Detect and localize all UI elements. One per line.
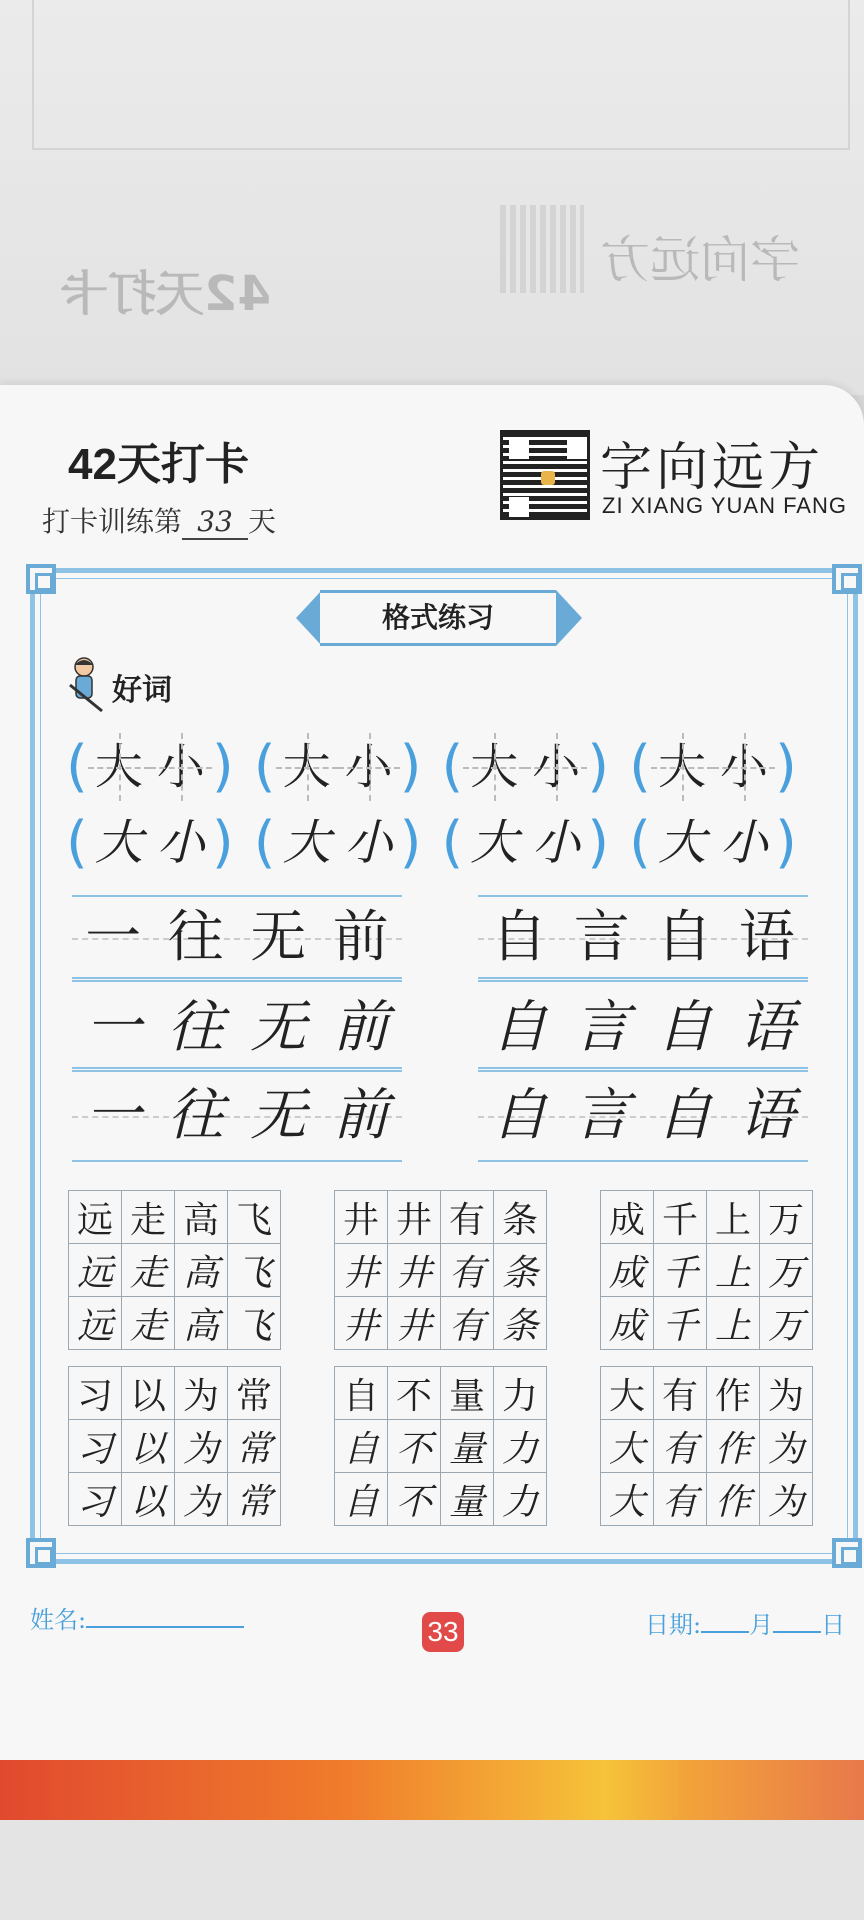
grid-cell: 上	[707, 1191, 760, 1244]
grid-cell: 力	[494, 1367, 547, 1420]
handwritten-cell: 小	[156, 815, 205, 871]
day-label: 日	[821, 1611, 846, 1639]
practice-cell: 大	[276, 733, 338, 801]
grid-cell: 远	[69, 1244, 122, 1297]
word-grid	[600, 1190, 813, 1350]
idiom-row	[478, 903, 808, 973]
idiom-char: 自	[491, 1083, 548, 1148]
frame-corner-icon	[26, 564, 56, 594]
section-banner: 格式练习	[320, 590, 556, 646]
subtitle-prefix: 打卡训练第	[42, 505, 183, 538]
paren-group	[629, 728, 797, 806]
qr-logo	[541, 471, 555, 485]
rule-line	[72, 977, 402, 982]
practice-cell: 大	[651, 733, 713, 801]
idiom-char: 前	[332, 905, 389, 970]
brand-name: 字向远方	[600, 438, 825, 498]
grid-cell: 为	[760, 1473, 813, 1526]
day-blank	[773, 1611, 821, 1633]
grid-cell: 不	[388, 1473, 441, 1526]
grid-cell: 不	[388, 1420, 441, 1473]
grid-cell: 有	[441, 1191, 494, 1244]
ghost-box	[32, 0, 850, 150]
grid-cell: 万	[760, 1297, 813, 1350]
paren-row	[66, 804, 797, 882]
page-title: 42天打卡	[68, 440, 249, 489]
grid-cell: 高	[175, 1191, 228, 1244]
idiom-row	[478, 993, 808, 1063]
handwritten-cell: 大	[658, 815, 707, 871]
grid-cell: 走	[122, 1191, 175, 1244]
ghost-qr-icon	[500, 205, 584, 293]
idiom-char: 自	[491, 995, 548, 1060]
grid-cell: 大	[601, 1420, 654, 1473]
paren-group	[254, 728, 422, 806]
idiom-char: 一	[85, 905, 142, 970]
name-blank	[86, 1606, 244, 1628]
close-paren-icon: )	[775, 734, 797, 799]
idiom-char: 前	[332, 1083, 389, 1148]
ghost-title: 42天打卡	[60, 266, 271, 322]
grid-cell: 井	[388, 1191, 441, 1244]
grid-cell: 高	[175, 1244, 228, 1297]
paren-group	[254, 804, 422, 882]
grid-cell: 上	[707, 1244, 760, 1297]
idiom-char: 一	[85, 995, 142, 1060]
close-paren-icon: )	[399, 734, 422, 799]
close-paren-icon: )	[211, 810, 234, 875]
grid-cell: 为	[760, 1367, 813, 1420]
idiom-char: 往	[167, 995, 224, 1060]
paren-group	[66, 728, 234, 806]
month-label: 月	[749, 1611, 774, 1639]
grid-cell: 量	[441, 1473, 494, 1526]
idiom-row	[72, 993, 402, 1063]
grid-cell: 为	[175, 1473, 228, 1526]
name-label: 姓名:	[30, 1606, 87, 1634]
brand-pinyin: ZI XIANG YUAN FANG	[602, 493, 847, 518]
book-edge	[0, 1760, 864, 1820]
grid-cell: 量	[441, 1420, 494, 1473]
grid-cell: 自	[335, 1420, 388, 1473]
date-label: 日期:	[645, 1611, 702, 1639]
grid-cell: 井	[335, 1244, 388, 1297]
idiom-row	[72, 1081, 402, 1151]
grid-cell: 远	[69, 1191, 122, 1244]
grid-cell: 井	[335, 1191, 388, 1244]
idiom-row	[478, 1081, 808, 1151]
grid-cell: 力	[494, 1473, 547, 1526]
idiom-char: 往	[167, 905, 224, 970]
close-paren-icon: )	[587, 810, 610, 875]
idiom-char: 言	[573, 905, 630, 970]
previous-page-ghost	[0, 0, 864, 395]
handwritten-cell: 大	[94, 815, 143, 871]
word-grid	[68, 1366, 281, 1526]
grid-cell: 力	[494, 1420, 547, 1473]
open-paren-icon: (	[441, 810, 464, 875]
subtitle	[42, 500, 276, 540]
grid-cell: 条	[494, 1191, 547, 1244]
practice-cell: 小	[525, 733, 587, 801]
grid-cell: 量	[441, 1367, 494, 1420]
banner-tail-right	[556, 590, 582, 646]
idiom-char: 无	[250, 905, 307, 970]
banner-tail-left	[296, 590, 322, 646]
grid-cell: 为	[760, 1420, 813, 1473]
grid-cell: 常	[228, 1420, 281, 1473]
grid-cell: 以	[122, 1473, 175, 1526]
grid-cell: 条	[494, 1244, 547, 1297]
grid-cell: 条	[494, 1297, 547, 1350]
open-paren-icon: (	[441, 734, 464, 799]
grid-cell: 习	[69, 1367, 122, 1420]
grid-cell: 成	[601, 1244, 654, 1297]
practice-cell: 小	[713, 733, 775, 801]
frame-corner-icon	[26, 1538, 56, 1568]
idiom-char: 自	[656, 995, 713, 1060]
grid-cell: 万	[760, 1191, 813, 1244]
grid-cell: 有	[654, 1473, 707, 1526]
grid-cell: 远	[69, 1297, 122, 1350]
rule-line	[478, 1160, 808, 1162]
grid-cell: 万	[760, 1244, 813, 1297]
rule-line	[478, 977, 808, 982]
month-blank	[701, 1611, 749, 1633]
qr-code-icon	[500, 430, 590, 520]
grid-cell: 成	[601, 1191, 654, 1244]
grid-cell: 习	[69, 1420, 122, 1473]
grid-cell: 井	[388, 1297, 441, 1350]
grid-cell: 飞	[228, 1191, 281, 1244]
idiom-char: 言	[573, 995, 630, 1060]
grid-cell: 常	[228, 1473, 281, 1526]
grid-cell: 高	[175, 1297, 228, 1350]
grid-cell: 自	[335, 1367, 388, 1420]
open-paren-icon: (	[66, 810, 88, 875]
idiom-char: 往	[167, 1083, 224, 1148]
grid-cell: 走	[122, 1297, 175, 1350]
name-field	[30, 1600, 244, 1635]
grid-cell: 飞	[228, 1297, 281, 1350]
student-writing-icon	[62, 655, 108, 715]
grid-cell: 作	[707, 1367, 760, 1420]
paren-group	[441, 728, 609, 806]
rule-line	[72, 895, 402, 897]
close-paren-icon: )	[587, 734, 610, 799]
handwritten-cell: 小	[344, 815, 393, 871]
grid-cell: 上	[707, 1297, 760, 1350]
section-label: 好词	[112, 673, 172, 708]
idiom-char: 语	[738, 905, 795, 970]
grid-cell: 常	[228, 1367, 281, 1420]
paren-row	[66, 728, 797, 806]
idiom-char: 语	[738, 995, 795, 1060]
idiom-block-right	[478, 895, 808, 1165]
grid-cell: 千	[654, 1297, 707, 1350]
idiom-char: 自	[656, 1083, 713, 1148]
grid-cell: 大	[601, 1473, 654, 1526]
paren-group	[66, 804, 234, 882]
grid-cell: 千	[654, 1244, 707, 1297]
open-paren-icon: (	[629, 810, 652, 875]
grid-cell: 大	[601, 1367, 654, 1420]
grid-cell: 有	[654, 1367, 707, 1420]
paren-group	[441, 804, 609, 882]
frame-corner-icon	[832, 1538, 862, 1568]
grid-cell: 千	[654, 1191, 707, 1244]
word-grid	[600, 1366, 813, 1526]
idiom-block-left	[72, 895, 402, 1165]
idiom-char: 言	[573, 1083, 630, 1148]
grid-cell: 走	[122, 1244, 175, 1297]
paren-group	[629, 804, 797, 882]
grid-cell: 自	[335, 1473, 388, 1526]
rule-line	[478, 895, 808, 897]
grid-cell: 以	[122, 1420, 175, 1473]
open-paren-icon: (	[253, 810, 276, 875]
practice-cell: 小	[150, 733, 212, 801]
open-paren-icon: (	[66, 734, 88, 799]
frame-corner-icon	[832, 564, 862, 594]
handwritten-cell: 小	[532, 815, 581, 871]
practice-cell: 大	[88, 733, 150, 801]
grid-cell: 井	[388, 1244, 441, 1297]
grid-cell: 有	[441, 1297, 494, 1350]
practice-cell: 小	[338, 733, 400, 801]
handwritten-cell: 小	[720, 815, 769, 871]
idiom-char: 一	[85, 1083, 142, 1148]
grid-cell: 以	[122, 1367, 175, 1420]
idiom-char: 无	[250, 995, 307, 1060]
idiom-char: 前	[332, 995, 389, 1060]
grid-cell: 有	[441, 1244, 494, 1297]
idiom-char: 无	[250, 1083, 307, 1148]
grid-cell: 为	[175, 1367, 228, 1420]
grid-cell: 作	[707, 1473, 760, 1526]
grid-cell: 习	[69, 1473, 122, 1526]
rule-line	[72, 1160, 402, 1162]
grid-cell: 井	[335, 1297, 388, 1350]
date-field	[645, 1605, 845, 1640]
idiom-char: 语	[738, 1083, 795, 1148]
close-paren-icon: )	[775, 810, 797, 875]
idiom-row	[72, 903, 402, 973]
handwritten-cell: 大	[282, 815, 331, 871]
idiom-char: 自	[491, 905, 548, 970]
subtitle-suffix: 天	[248, 505, 277, 538]
grid-cell: 有	[654, 1420, 707, 1473]
grid-cell: 为	[175, 1420, 228, 1473]
word-grid	[334, 1366, 547, 1526]
word-grid	[334, 1190, 547, 1350]
close-paren-icon: )	[399, 810, 422, 875]
day-number: 33	[182, 505, 248, 540]
page-number-badge: 33	[422, 1612, 464, 1652]
table-surface	[0, 1820, 864, 1920]
rule-line	[72, 1067, 402, 1072]
practice-cell: 大	[463, 733, 525, 801]
open-paren-icon: (	[253, 734, 276, 799]
idiom-char: 自	[656, 905, 713, 970]
rule-line	[478, 1067, 808, 1072]
grid-cell: 飞	[228, 1244, 281, 1297]
grid-cell: 不	[388, 1367, 441, 1420]
grid-cell: 作	[707, 1420, 760, 1473]
grid-cell: 成	[601, 1297, 654, 1350]
handwritten-cell: 大	[470, 815, 519, 871]
ghost-brand: 字向远方	[600, 231, 800, 289]
open-paren-icon: (	[629, 734, 652, 799]
close-paren-icon: )	[211, 734, 234, 799]
word-grid	[68, 1190, 281, 1350]
